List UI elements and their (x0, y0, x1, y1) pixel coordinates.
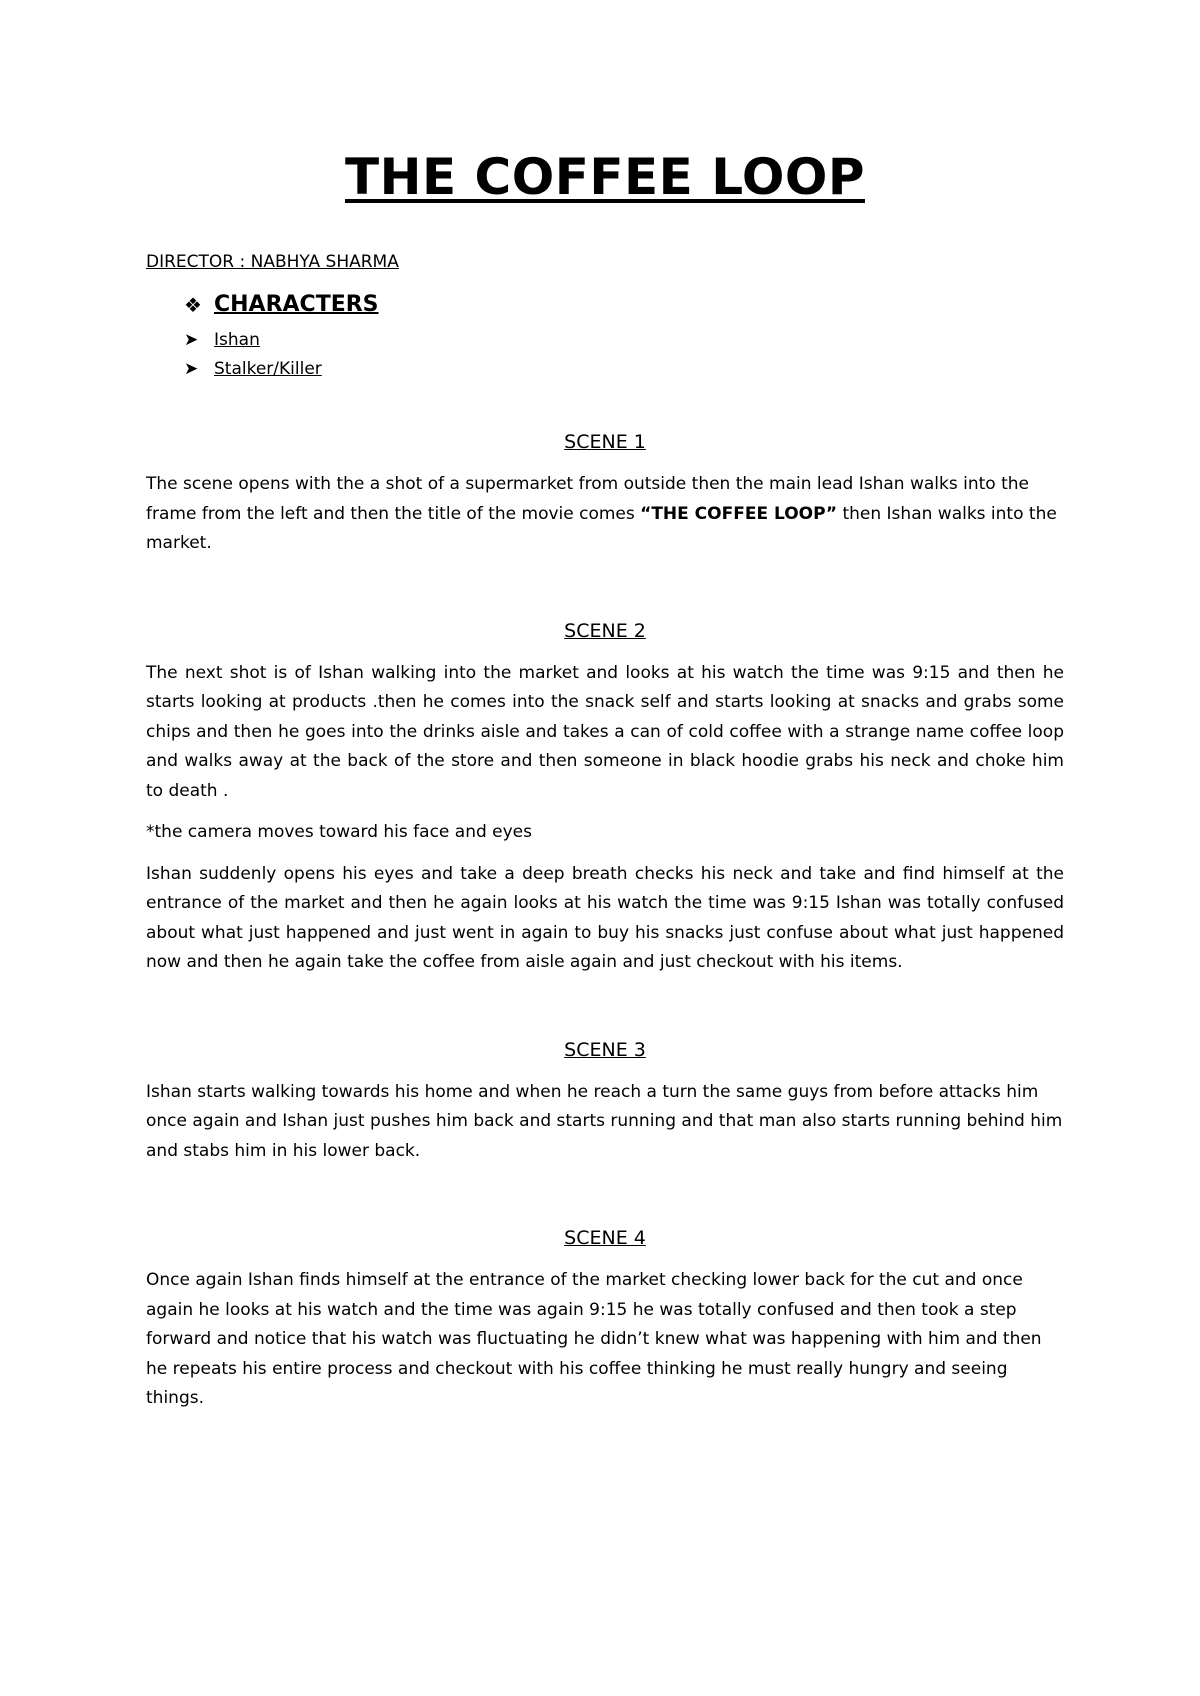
document-title: THE COFFEE LOOP (345, 148, 865, 206)
director-credit: DIRECTOR : NABHYA SHARMA (146, 252, 399, 272)
spacer (146, 1166, 1064, 1224)
scene-paragraph: Ishan starts walking towards his home and when he reach a turn the same guys from before attacks him once again and Ishan just pushes him back and starts running and that man also starts running behind him and stabs him in his lower back. (146, 1081, 1063, 1161)
character-name: Ishan (214, 330, 260, 350)
scene-paragraph: Once again Ishan finds himself at the entrance of the market checking lower back for the cut and once again he looks at his watch and the time was again 9:15 he was totally confused and then took a step forward and notice that his watch was fluctuating he didn’t knew what was happening with him and then he repeats his entire process and checkout with his coffee thinking he must really hungry and seeing things. (146, 1270, 1042, 1408)
scene-text-bold: “THE COFFEE LOOP” (640, 503, 838, 524)
scene-paragraph: *the camera moves toward his face and eyes (146, 822, 533, 842)
arrow-bullet-icon: ➤ (184, 330, 199, 350)
spacer (146, 848, 1064, 860)
scene-paragraph (146, 470, 1064, 559)
scene-heading: SCENE 2 (564, 619, 646, 642)
scene-heading: SCENE 1 (564, 431, 646, 453)
scene-paragraph: The next shot is of Ishan walking into the market and looks at his watch the time was 9:15 and then he starts looking at products .then he comes into the snack self and starts looking at snacks and grabs some chips and then he goes into the drinks aisle and takes a can of cold coffee with a strange name coffee loop and walks away at the back of the store and then someone in black hoodie grabs his neck and choke him to death . (146, 662, 1064, 801)
character-name: Stalker/Killer (214, 359, 322, 379)
characters-list (184, 326, 1064, 384)
spacer (146, 559, 1064, 617)
scene-text: The scene opens with the a shot of a supermarket from outside then the main lead Ishan walks into the frame from the left and then the title of the movie comes (146, 474, 1029, 524)
document-body (146, 145, 1064, 1414)
spacer (146, 806, 1064, 818)
list-item (184, 355, 1064, 384)
characters-heading (184, 290, 1064, 320)
arrow-bullet-icon: ➤ (184, 359, 199, 379)
spacer (146, 384, 1064, 428)
scene-paragraph: Ishan suddenly opens his eyes and take a deep breath checks his neck and take and find himself at the entrance of the market and then he again looks at his watch the time was 9:15 Ishan was totally confused about what just happened and just went in again to buy his snacks just confuse about what just happened now and then he again take the coffee from aisle again and just checkout with his items. (146, 863, 1064, 972)
list-item (184, 326, 1064, 355)
spacer (146, 978, 1064, 1036)
characters-heading-label: CHARACTERS (214, 292, 379, 317)
scene-text: then Ishan walks into the market. (146, 503, 1057, 553)
diamond-bullet-icon: ❖ (184, 293, 202, 317)
scene-heading: SCENE 4 (564, 1227, 646, 1249)
scene-heading: SCENE 3 (564, 1038, 646, 1061)
